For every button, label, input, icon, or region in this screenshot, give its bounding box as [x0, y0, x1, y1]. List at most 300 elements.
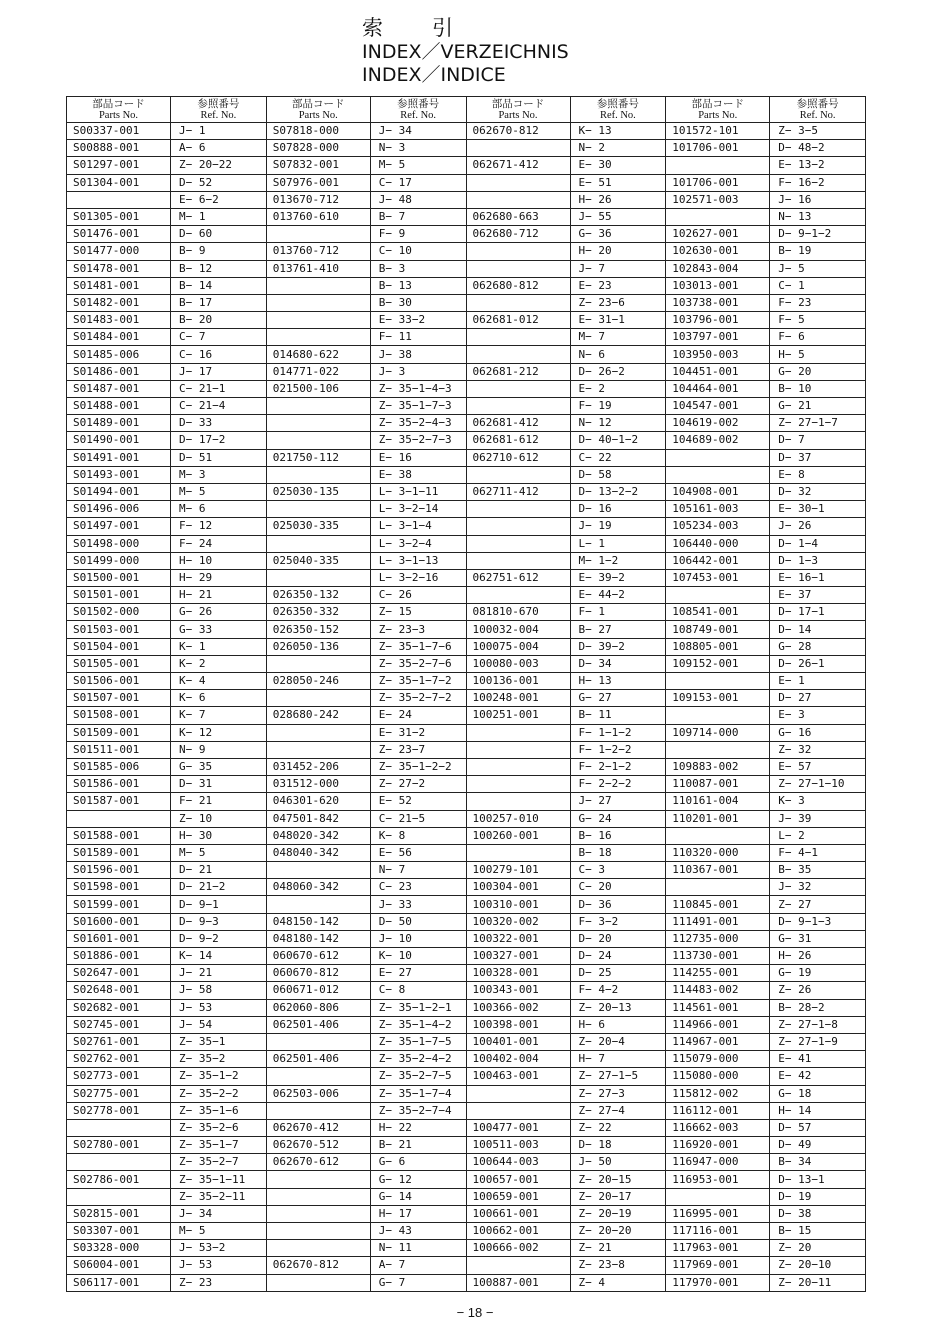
table-row	[67, 466, 866, 483]
ref-no-cell: Z− 35−2−7	[171, 1154, 267, 1171]
ref-no-cell: L− 3−2−14	[370, 501, 466, 518]
ref-no-cell: Z− 35−2−7−6	[370, 655, 466, 672]
parts-no-cell: 060671-012	[266, 982, 370, 999]
parts-no-cell: 108749-001	[666, 621, 770, 638]
parts-no-cell	[466, 380, 570, 397]
ref-no-cell: D− 17−1	[770, 604, 866, 621]
parts-no-cell: 104908-001	[666, 483, 770, 500]
ref-no-cell: D− 16	[570, 501, 666, 518]
ref-no-cell: M− 5	[171, 483, 267, 500]
ref-no-cell: G− 33	[171, 621, 267, 638]
parts-no-cell: S01482-001	[67, 294, 171, 311]
ref-no-cell: Z− 35−2−11	[171, 1188, 267, 1205]
parts-no-cell	[266, 466, 370, 483]
ref-no-cell: E− 3	[770, 707, 866, 724]
table-row	[67, 982, 866, 999]
parts-no-cell: S01507-001	[67, 690, 171, 707]
ref-no-cell: K− 6	[171, 690, 267, 707]
ref-no-cell: B− 27	[570, 621, 666, 638]
parts-no-cell	[666, 466, 770, 483]
parts-no-cell: 100032-004	[466, 621, 570, 638]
ref-no-cell: K− 12	[171, 724, 267, 741]
ref-no-cell: C− 21−1	[171, 380, 267, 397]
ref-no-cell: D− 18	[570, 1137, 666, 1154]
ref-no-cell: G− 21	[770, 398, 866, 415]
ref-no-cell: Z− 35−1−6	[171, 1102, 267, 1119]
table-row	[67, 707, 866, 724]
ref-no-cell: Z− 35−1−2−2	[370, 758, 466, 775]
column-header-jp: 参照番号	[796, 98, 839, 110]
table-row	[67, 1205, 866, 1222]
table-row	[67, 1085, 866, 1102]
column-header-en: Parts No.	[98, 109, 139, 121]
parts-no-cell	[266, 1240, 370, 1257]
parts-no-cell: 014771-022	[266, 363, 370, 380]
ref-no-cell: D− 58	[570, 466, 666, 483]
parts-no-cell: 100257-010	[466, 810, 570, 827]
table-row	[67, 776, 866, 793]
parts-no-cell: 101572-101	[666, 123, 770, 140]
ref-no-cell: Z− 27−1−9	[770, 1033, 866, 1050]
parts-no-cell: 013760-610	[266, 208, 370, 225]
parts-no-cell: S01600-001	[67, 913, 171, 930]
parts-no-cell	[266, 741, 370, 758]
ref-no-cell: K− 1	[171, 638, 267, 655]
ref-no-cell: Z− 35−2−4−2	[370, 1051, 466, 1068]
parts-no-cell: 117116-001	[666, 1223, 770, 1240]
ref-no-cell: G− 19	[770, 965, 866, 982]
ref-no-cell: B− 9	[171, 243, 267, 260]
parts-no-cell	[666, 827, 770, 844]
parts-no-cell: S01486-001	[67, 363, 171, 380]
ref-no-cell: F− 2−2−2	[570, 776, 666, 793]
parts-no-cell: 114967-001	[666, 1033, 770, 1050]
ref-no-cell: Z− 23	[171, 1274, 267, 1291]
ref-no-cell: Z− 21	[570, 1240, 666, 1257]
ref-no-cell: D− 26−1	[770, 655, 866, 672]
ref-no-cell: Z− 23−8	[570, 1257, 666, 1274]
ref-no-cell: D− 24	[570, 948, 666, 965]
ref-no-cell: D− 37	[770, 449, 866, 466]
parts-no-cell: 026350-332	[266, 604, 370, 621]
ref-no-cell: B− 14	[171, 277, 267, 294]
table-row	[67, 449, 866, 466]
parts-no-cell: S00337-001	[67, 123, 171, 140]
parts-no-cell: 104464-001	[666, 380, 770, 397]
parts-no-cell: 062670-412	[266, 1119, 370, 1136]
parts-no-cell: 110161-004	[666, 793, 770, 810]
ref-no-cell: H− 14	[770, 1102, 866, 1119]
parts-no-cell	[466, 793, 570, 810]
ref-no-cell: Z− 20	[770, 1240, 866, 1257]
parts-no-cell: 103013-001	[666, 277, 770, 294]
ref-no-cell: E− 38	[370, 466, 466, 483]
parts-no-cell: 014680-622	[266, 346, 370, 363]
parts-no-cell: 102627-001	[666, 226, 770, 243]
ref-no-cell: B− 17	[171, 294, 267, 311]
parts-no-cell: S01505-001	[67, 655, 171, 672]
ref-no-cell: C− 8	[370, 982, 466, 999]
ref-no-cell: F− 24	[171, 535, 267, 552]
ref-no-cell: E− 6−2	[171, 191, 267, 208]
parts-no-cell	[466, 587, 570, 604]
ref-no-cell: B− 16	[570, 827, 666, 844]
parts-no-cell: 100661-001	[466, 1205, 570, 1222]
ref-no-cell: H− 17	[370, 1205, 466, 1222]
table-row	[67, 329, 866, 346]
title-line-2: INDEX／INDICE	[362, 64, 506, 86]
parts-no-cell	[466, 741, 570, 758]
parts-no-cell: 100327-001	[466, 948, 570, 965]
parts-no-cell: S06117-001	[67, 1274, 171, 1291]
parts-no-cell: S01481-001	[67, 277, 171, 294]
parts-no-cell	[666, 157, 770, 174]
ref-no-cell: Z− 35−2−2	[171, 1085, 267, 1102]
page-number: − 18 −	[456, 1305, 494, 1320]
table-row	[67, 243, 866, 260]
table-row	[67, 862, 866, 879]
ref-no-cell: B− 19	[770, 243, 866, 260]
ref-no-cell: N− 9	[171, 741, 267, 758]
parts-no-cell: 013670-712	[266, 191, 370, 208]
parts-no-cell: 026350-132	[266, 587, 370, 604]
ref-no-cell: G− 31	[770, 930, 866, 947]
parts-no-cell: 116947-000	[666, 1154, 770, 1171]
parts-no-cell	[466, 260, 570, 277]
ref-no-cell: G− 20	[770, 363, 866, 380]
parts-no-cell: 116920-001	[666, 1137, 770, 1154]
ref-no-cell: F− 3−2	[570, 913, 666, 930]
parts-no-cell: S01490-001	[67, 432, 171, 449]
parts-no-cell: S01491-001	[67, 449, 171, 466]
parts-no-cell: 117969-001	[666, 1257, 770, 1274]
ref-no-cell: N− 12	[570, 415, 666, 432]
ref-no-cell: E− 2	[570, 380, 666, 397]
ref-no-cell: C− 21−4	[171, 398, 267, 415]
parts-no-cell: S01599-001	[67, 896, 171, 913]
ref-no-cell: M− 1−2	[570, 552, 666, 569]
parts-no-cell: 100666-002	[466, 1240, 570, 1257]
parts-no-cell: 105161-003	[666, 501, 770, 518]
ref-no-cell: D− 38	[770, 1205, 866, 1222]
ref-no-cell: H− 5	[770, 346, 866, 363]
parts-no-cell	[266, 277, 370, 294]
parts-no-cell	[466, 329, 570, 346]
parts-no-cell	[466, 758, 570, 775]
ref-no-cell: J− 17	[171, 363, 267, 380]
ref-no-cell: J− 53	[171, 999, 267, 1016]
parts-no-cell: 100279-101	[466, 862, 570, 879]
parts-no-cell: 117970-001	[666, 1274, 770, 1291]
parts-no-cell: S01494-001	[67, 483, 171, 500]
ref-no-cell: G− 18	[770, 1085, 866, 1102]
parts-no-cell: S01487-001	[67, 380, 171, 397]
parts-no-cell: 100136-001	[466, 673, 570, 690]
parts-no-cell: 062680-712	[466, 226, 570, 243]
ref-no-cell: M− 3	[171, 466, 267, 483]
ref-no-cell: H− 6	[570, 1016, 666, 1033]
parts-no-cell: S02682-001	[67, 999, 171, 1016]
ref-no-cell: H− 26	[570, 191, 666, 208]
ref-no-cell: D− 13−1	[770, 1171, 866, 1188]
parts-no-cell: 100401-001	[466, 1033, 570, 1050]
parts-no-cell: 100477-001	[466, 1119, 570, 1136]
parts-no-cell: S01304-001	[67, 174, 171, 191]
ref-no-cell: Z− 27	[770, 896, 866, 913]
ref-no-cell: C− 22	[570, 449, 666, 466]
parts-no-cell: 110087-001	[666, 776, 770, 793]
parts-no-cell: 062710-612	[466, 449, 570, 466]
parts-no-cell: 100463-001	[466, 1068, 570, 1085]
parts-no-cell: 062670-612	[266, 1154, 370, 1171]
ref-no-cell: D− 32	[770, 483, 866, 500]
ref-no-cell: H− 30	[171, 827, 267, 844]
ref-no-cell: C− 10	[370, 243, 466, 260]
ref-no-cell: H− 7	[570, 1051, 666, 1068]
ref-no-cell: D− 48−2	[770, 140, 866, 157]
ref-no-cell: B− 3	[370, 260, 466, 277]
ref-no-cell: Z− 35−1−4−3	[370, 380, 466, 397]
ref-no-cell: G− 12	[370, 1171, 466, 1188]
ref-no-cell: J− 1	[171, 123, 267, 140]
parts-no-cell: 062670-812	[266, 1257, 370, 1274]
ref-no-cell: Z− 35−2−7−3	[370, 432, 466, 449]
ref-no-cell: J− 5	[770, 260, 866, 277]
table-row	[67, 1016, 866, 1033]
ref-no-cell: E− 57	[770, 758, 866, 775]
ref-no-cell: Z− 27−1−7	[770, 415, 866, 432]
ref-no-cell: B− 11	[570, 707, 666, 724]
table-row	[67, 930, 866, 947]
ref-no-cell: D− 14	[770, 621, 866, 638]
parts-no-cell	[266, 862, 370, 879]
table-row	[67, 827, 866, 844]
parts-no-cell: 100662-001	[466, 1223, 570, 1240]
parts-no-cell: 100310-001	[466, 896, 570, 913]
parts-no-cell: 062711-412	[466, 483, 570, 500]
ref-no-cell: B− 20	[171, 312, 267, 329]
ref-no-cell: M− 7	[570, 329, 666, 346]
parts-no-cell: 104547-001	[666, 398, 770, 415]
parts-no-cell	[466, 243, 570, 260]
column-header-jp: 部品コード	[491, 98, 545, 110]
ref-no-cell: Z− 27−4	[570, 1102, 666, 1119]
ref-no-cell: G− 16	[770, 724, 866, 741]
ref-no-cell: E− 56	[370, 844, 466, 861]
parts-no-cell	[266, 1274, 370, 1291]
table-row	[67, 673, 866, 690]
ref-no-cell: G− 27	[570, 690, 666, 707]
parts-no-cell: S06004-001	[67, 1257, 171, 1274]
parts-no-cell: S02761-001	[67, 1033, 171, 1050]
parts-no-cell: 062680-812	[466, 277, 570, 294]
parts-no-cell	[67, 191, 171, 208]
ref-no-cell: J− 21	[171, 965, 267, 982]
parts-no-cell: 100343-001	[466, 982, 570, 999]
ref-no-cell: N− 11	[370, 1240, 466, 1257]
parts-no-cell: 101706-001	[666, 174, 770, 191]
parts-no-cell: S02786-001	[67, 1171, 171, 1188]
ref-no-cell: K− 8	[370, 827, 466, 844]
ref-no-cell: E− 24	[370, 707, 466, 724]
parts-no-cell	[466, 140, 570, 157]
ref-no-cell: Z− 20−11	[770, 1274, 866, 1291]
ref-no-cell: L− 1	[570, 535, 666, 552]
ref-no-cell: Z− 27−1−8	[770, 1016, 866, 1033]
parts-no-cell	[266, 398, 370, 415]
column-header-parts-no	[666, 97, 770, 123]
ref-no-cell: D− 1−3	[770, 552, 866, 569]
table-row	[67, 587, 866, 604]
ref-no-cell: D− 34	[570, 655, 666, 672]
ref-no-cell: Z− 35−1−7−4	[370, 1085, 466, 1102]
parts-no-cell	[266, 655, 370, 672]
table-row	[67, 1274, 866, 1291]
table-row	[67, 690, 866, 707]
ref-no-cell: Z− 35−2−4−3	[370, 415, 466, 432]
ref-no-cell: Z− 20−10	[770, 1257, 866, 1274]
parts-no-cell	[666, 673, 770, 690]
ref-no-cell: Z− 35−1−4−2	[370, 1016, 466, 1033]
parts-no-cell: S01589-001	[67, 844, 171, 861]
table-row	[67, 226, 866, 243]
ref-no-cell: J− 43	[370, 1223, 466, 1240]
table-row	[67, 174, 866, 191]
ref-no-cell: J− 32	[770, 879, 866, 896]
table-row	[67, 535, 866, 552]
ref-no-cell: N− 3	[370, 140, 466, 157]
parts-no-cell: 047501-842	[266, 810, 370, 827]
ref-no-cell: C− 3	[570, 862, 666, 879]
parts-no-cell: 100887-001	[466, 1274, 570, 1291]
ref-no-cell: C− 26	[370, 587, 466, 604]
column-header-jp: 参照番号	[596, 98, 639, 110]
ref-no-cell: M− 6	[171, 501, 267, 518]
column-header-en: Ref. No.	[599, 109, 636, 121]
parts-no-cell: S01598-001	[67, 879, 171, 896]
ref-no-cell: C− 7	[171, 329, 267, 346]
ref-no-cell: J− 34	[171, 1205, 267, 1222]
parts-no-cell: 100080-003	[466, 655, 570, 672]
ref-no-cell: G− 26	[171, 604, 267, 621]
ref-no-cell: H− 22	[370, 1119, 466, 1136]
table-row	[67, 294, 866, 311]
column-header-jp: 参照番号	[197, 98, 240, 110]
table-row	[67, 741, 866, 758]
parts-no-cell: 101706-001	[666, 140, 770, 157]
ref-no-cell: Z− 27−1−10	[770, 776, 866, 793]
ref-no-cell: J− 50	[570, 1154, 666, 1171]
index-table	[66, 96, 866, 1292]
table-row	[67, 380, 866, 397]
ref-no-cell: K− 2	[171, 655, 267, 672]
ref-no-cell: E− 37	[770, 587, 866, 604]
ref-no-cell: D− 1−4	[770, 535, 866, 552]
ref-no-cell: F− 19	[570, 398, 666, 415]
column-header-parts-no	[266, 97, 370, 123]
parts-no-cell: 103797-001	[666, 329, 770, 346]
parts-no-cell: 062060-806	[266, 999, 370, 1016]
parts-no-cell	[266, 1188, 370, 1205]
parts-no-cell	[266, 1068, 370, 1085]
ref-no-cell: J− 58	[171, 982, 267, 999]
ref-no-cell: E− 51	[570, 174, 666, 191]
ref-no-cell: J− 33	[370, 896, 466, 913]
ref-no-cell: G− 7	[370, 1274, 466, 1291]
parts-no-cell: 013760-712	[266, 243, 370, 260]
parts-no-cell	[466, 294, 570, 311]
ref-no-cell: Z− 22	[570, 1119, 666, 1136]
parts-no-cell	[466, 1102, 570, 1119]
parts-no-cell: S02762-001	[67, 1051, 171, 1068]
parts-no-cell: 048020-342	[266, 827, 370, 844]
ref-no-cell: F− 4−1	[770, 844, 866, 861]
parts-no-cell: 100328-001	[466, 965, 570, 982]
parts-no-cell: 114483-002	[666, 982, 770, 999]
ref-no-cell: Z− 27−3	[570, 1085, 666, 1102]
parts-no-cell: 104619-002	[666, 415, 770, 432]
ref-no-cell: B− 12	[171, 260, 267, 277]
parts-no-cell: 048150-142	[266, 913, 370, 930]
table-row	[67, 758, 866, 775]
ref-no-cell: Z− 10	[171, 810, 267, 827]
table-row	[67, 724, 866, 741]
ref-no-cell: D− 26−2	[570, 363, 666, 380]
parts-no-cell: S01483-001	[67, 312, 171, 329]
parts-no-cell: S01588-001	[67, 827, 171, 844]
ref-no-cell: J− 39	[770, 810, 866, 827]
table-row	[67, 1068, 866, 1085]
ref-no-cell: L− 3−1−11	[370, 483, 466, 500]
table-row	[67, 123, 866, 140]
ref-no-cell: J− 38	[370, 346, 466, 363]
ref-no-cell: E− 31−1	[570, 312, 666, 329]
parts-no-cell: 100644-003	[466, 1154, 570, 1171]
ref-no-cell: Z− 35−1−7−5	[370, 1033, 466, 1050]
table-row	[67, 999, 866, 1016]
parts-no-cell: 102571-003	[666, 191, 770, 208]
parts-no-cell: 104451-001	[666, 363, 770, 380]
ref-no-cell: Z− 20−17	[570, 1188, 666, 1205]
parts-no-cell	[67, 1188, 171, 1205]
table-row	[67, 604, 866, 621]
parts-no-cell: 112735-000	[666, 930, 770, 947]
column-header-ref-no	[171, 97, 267, 123]
parts-no-cell	[266, 294, 370, 311]
table-row	[67, 1188, 866, 1205]
ref-no-cell: B− 35	[770, 862, 866, 879]
parts-no-cell	[266, 501, 370, 518]
parts-no-cell: 062681-412	[466, 415, 570, 432]
parts-no-cell	[266, 1033, 370, 1050]
parts-no-cell	[466, 724, 570, 741]
parts-no-cell: 110320-000	[666, 844, 770, 861]
ref-no-cell: F− 9	[370, 226, 466, 243]
parts-no-cell: 100398-001	[466, 1016, 570, 1033]
ref-no-cell: J− 55	[570, 208, 666, 225]
ref-no-cell: D− 21−2	[171, 879, 267, 896]
parts-no-cell: 081810-670	[466, 604, 570, 621]
ref-no-cell: K− 7	[171, 707, 267, 724]
table-row	[67, 140, 866, 157]
parts-no-cell: 026050-136	[266, 638, 370, 655]
ref-no-cell: E− 1	[770, 673, 866, 690]
parts-no-cell: 062751-612	[466, 569, 570, 586]
parts-no-cell: S01506-001	[67, 673, 171, 690]
ref-no-cell: J− 16	[770, 191, 866, 208]
parts-no-cell	[266, 312, 370, 329]
parts-no-cell: 110201-001	[666, 810, 770, 827]
